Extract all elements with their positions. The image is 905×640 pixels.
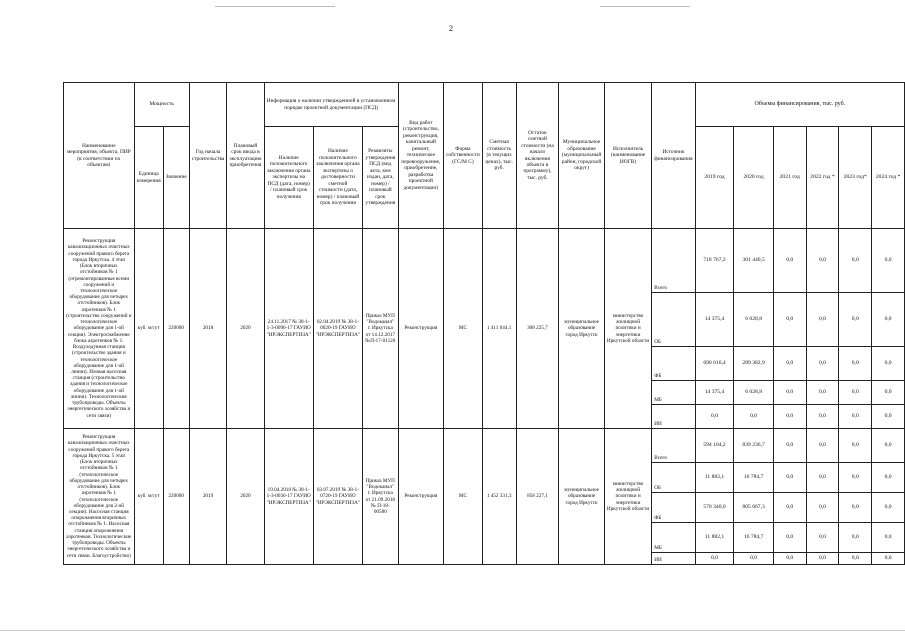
object-expertise: 24.11.2017 № 38-1-1-3-0096-17 ГАУИО "ИРЭКСПЕРТИЗА" bbox=[264, 229, 313, 429]
object-cost: 1 411 044,1 bbox=[482, 229, 516, 429]
object-value: 220000 bbox=[163, 429, 189, 565]
amount-cell: 0,0 bbox=[872, 229, 905, 293]
amount-cell: 0,0 bbox=[872, 523, 905, 553]
amount-cell: 0,0 bbox=[806, 293, 839, 347]
amount-cell: 0,0 bbox=[806, 553, 839, 565]
amount-cell: 690 016,4 bbox=[695, 347, 734, 381]
amount-cell: 0,0 bbox=[872, 381, 905, 405]
header-start-year: Год начала строительства bbox=[189, 83, 227, 229]
amount-cell: 594 104,2 bbox=[695, 429, 734, 463]
header-work-type: Вид работ (строительство, реконструкция, капитальный ремонт, техническое перевооружение, приобретение, разработка проектной документации) bbox=[398, 83, 443, 229]
amount-cell: 0,0 bbox=[839, 463, 872, 493]
source-label: Всего bbox=[652, 429, 695, 463]
amount-cell: 0,0 bbox=[806, 381, 839, 405]
object-cost: 1 452 331,3 bbox=[482, 429, 516, 565]
header-name: Наименование мероприятия, объекта, ПИР (в соответствии по объектам) bbox=[64, 83, 135, 229]
table-row bbox=[64, 229, 905, 293]
amount-cell: 0,0 bbox=[773, 381, 806, 405]
header-end-year: Плановый срок ввода в эксплуатацию приобретения bbox=[227, 83, 264, 229]
scan-artifact-line bbox=[215, 6, 335, 7]
amount-cell: 0,0 bbox=[839, 293, 872, 347]
amount-cell: 6 028,8 bbox=[734, 293, 773, 347]
object-unit: куб. м/сут bbox=[134, 429, 163, 565]
header-source: Источник финансирования bbox=[652, 83, 695, 229]
object-approve: Приказ МУП "Водоканал" г. Иркутска от 14.12.2017 №П-17-01120 bbox=[363, 229, 399, 429]
amount-cell: 0,0 bbox=[872, 553, 905, 565]
amount-cell: 0,0 bbox=[872, 429, 905, 463]
source-label: ИИ bbox=[652, 405, 695, 429]
amount-cell: 11 882,1 bbox=[695, 463, 734, 493]
amount-cell: 0,0 bbox=[872, 347, 905, 381]
object-ownership: МС bbox=[444, 429, 483, 565]
header-capacity: Мощность bbox=[134, 83, 189, 127]
amount-cell: 805 667,3 bbox=[734, 493, 773, 523]
object-executor: министерство жилищной политики и энергетики Иркутской области bbox=[604, 229, 651, 429]
amount-cell: 289 382,9 bbox=[734, 347, 773, 381]
object-start-year: 2019 bbox=[189, 429, 227, 565]
amount-cell: 0,0 bbox=[839, 523, 872, 553]
object-approve: Приказ МУП "Водоканал" г. Иркутска от 21.09.2018 № П-18-00580 bbox=[363, 429, 399, 565]
header-year: 2020 год bbox=[734, 127, 773, 229]
object-start-year: 2018 bbox=[189, 229, 227, 429]
scan-artifact-line bbox=[600, 6, 690, 7]
header-remaining: Остаток сметной стоимости (на начало включения объекта в программу), тыс. руб. bbox=[516, 83, 559, 229]
amount-cell: 0,0 bbox=[872, 463, 905, 493]
source-label: ИИ bbox=[652, 553, 695, 565]
source-label: МБ bbox=[652, 381, 695, 405]
object-ownership: МС bbox=[444, 229, 483, 429]
header-financing: Объемы финансирования, тыс. руб. bbox=[695, 83, 904, 127]
amount-cell: 0,0 bbox=[872, 405, 905, 429]
amount-cell: 0,0 bbox=[695, 553, 734, 565]
amount-cell: 0,0 bbox=[839, 229, 872, 293]
amount-cell: 0,0 bbox=[806, 405, 839, 429]
source-label: ОБ bbox=[652, 463, 695, 493]
object-work-type: Реконструкция bbox=[398, 429, 443, 565]
object-remaining: 308 225,7 bbox=[516, 229, 559, 429]
financing-table bbox=[63, 82, 905, 565]
object-value: 220000 bbox=[163, 229, 189, 429]
page-number: 2 bbox=[449, 24, 453, 33]
amount-cell: 0,0 bbox=[806, 429, 839, 463]
object-end-year: 2020 bbox=[227, 229, 264, 429]
amount-cell: 0,0 bbox=[734, 553, 773, 565]
amount-cell: 0,0 bbox=[806, 347, 839, 381]
amount-cell: 0,0 bbox=[806, 523, 839, 553]
amount-cell: 718 767,2 bbox=[695, 229, 734, 293]
amount-cell: 0,0 bbox=[773, 553, 806, 565]
scan-bottom-edge bbox=[0, 630, 905, 631]
header-year: 2022 год * bbox=[806, 127, 839, 229]
object-executor: министерство жилищной политики и энергетики Иркутской области bbox=[604, 429, 651, 565]
amount-cell: 0,0 bbox=[806, 229, 839, 293]
amount-cell: 14 375,4 bbox=[695, 293, 734, 347]
header-approve: Реквизиты утверждения ПСД (вид акта, кем издан, дата, номер) / плановый срок утверждения bbox=[363, 127, 399, 229]
amount-cell: 839 236,7 bbox=[734, 429, 773, 463]
amount-cell: 0,0 bbox=[773, 405, 806, 429]
amount-cell: 0,0 bbox=[839, 347, 872, 381]
header-estimate: Наличие положительного заключения органа экспертизы о достоверности сметной стоимости (дата, номер) / плановый срок получения bbox=[313, 127, 362, 229]
source-label: ФБ bbox=[652, 347, 695, 381]
object-unit: куб. м/сут bbox=[134, 229, 163, 429]
source-label: ОБ bbox=[652, 293, 695, 347]
header-municipality: Муниципальное образование (муниципальный район, городской округ) bbox=[559, 83, 604, 229]
amount-cell: 0,0 bbox=[773, 347, 806, 381]
header-value: Значение bbox=[163, 127, 189, 229]
object-work-type: Реконструкция bbox=[398, 229, 443, 429]
source-label: ФБ bbox=[652, 493, 695, 523]
amount-cell: 0,0 bbox=[872, 293, 905, 347]
amount-cell: 0,0 bbox=[839, 405, 872, 429]
amount-cell: 0,0 bbox=[872, 493, 905, 523]
object-municipality: муниципальное образование город Иркутск bbox=[559, 429, 604, 565]
amount-cell: 301 440,5 bbox=[734, 229, 773, 293]
amount-cell: 0,0 bbox=[695, 405, 734, 429]
amount-cell: 0,0 bbox=[839, 429, 872, 463]
header-year: 2024 год * bbox=[872, 127, 905, 229]
amount-cell: 0,0 bbox=[839, 381, 872, 405]
amount-cell: 0,0 bbox=[773, 293, 806, 347]
object-estimate: 02.04.2019 № 38-1-0020-19 ГАУИО "ИРЭКСПЕРТИЗА" bbox=[313, 229, 362, 429]
amount-cell: 0,0 bbox=[773, 429, 806, 463]
header-year: 2021 год bbox=[773, 127, 806, 229]
object-remaining: 858 227,1 bbox=[516, 429, 559, 565]
header-year: 2019 год bbox=[695, 127, 734, 229]
object-name: Реконструкция канализационных очистных сооружений правого берега города Иркутска. 4 этап (Блок вторичных отстойников № 1 (отремонтированные всеми сооружений и технологическое оборудование для четырех отстойников). Блок аэротенков № 1 (строительство сооружений и технологическое оборудование для 1-ой секции). Электроснабжение блока аэротенков № 1. Воздуходувная станция (строительство здания и технологическое оборудование для 1-ой линии). Иловая насосная станция (строительство здания и технологическое оборудование для 1-ой линии). Технологические трубопроводы. Объекты энергетического хозяйства и сети связи) bbox=[64, 229, 135, 429]
header-unit: Единица измерения bbox=[134, 127, 163, 229]
object-end-year: 2020 bbox=[227, 429, 264, 565]
object-estimate: 03.07.2019 № 38-1-0720-19 ГАУИО "ИРЭКСПЕРТИЗА" bbox=[313, 429, 362, 565]
amount-cell: 0,0 bbox=[773, 493, 806, 523]
amount-cell: 0,0 bbox=[773, 523, 806, 553]
amount-cell: 0,0 bbox=[773, 229, 806, 293]
amount-cell: 0,0 bbox=[839, 553, 872, 565]
amount-cell: 0,0 bbox=[773, 463, 806, 493]
amount-cell: 16 784,7 bbox=[734, 463, 773, 493]
amount-cell: 11 882,1 bbox=[695, 523, 734, 553]
object-municipality: муниципальное образование город Иркутск bbox=[559, 229, 604, 429]
amount-cell: 0,0 bbox=[806, 493, 839, 523]
header-cost: Сметная стоимость (в текущих ценах), тыс. руб. bbox=[482, 83, 516, 229]
source-label: МБ bbox=[652, 523, 695, 553]
header-ownership: Форма собственности (ГС/М С) bbox=[444, 83, 483, 229]
amount-cell: 570 340,0 bbox=[695, 493, 734, 523]
amount-cell: 6 028,8 bbox=[734, 381, 773, 405]
amount-cell: 0,0 bbox=[839, 493, 872, 523]
amount-cell: 14 375,4 bbox=[695, 381, 734, 405]
table-row bbox=[64, 429, 905, 463]
object-name: Реконструкция канализационных очистных сооружений правого берега города Иркутска. 5 этап (Блок вторичных отстойников № 1 (технологическое оборудование для четырех отстойников). Блок аэротенков № 1 (технологическое оборудование для 2-ой секции). Насосная станция опорожнения вторичных отстойников № 1. Насосная станция опорожнения аэротенков. Технологические трубопроводы. Объекты энергетического хозяйства и сети связи. Благоустройство) bbox=[64, 429, 135, 565]
amount-cell: 0,0 bbox=[806, 463, 839, 493]
amount-cell: 16 784,7 bbox=[734, 523, 773, 553]
header-expertise: Наличие положительного заключения органа экспертизы на ПСД (дата, номер) / плановый срок получения bbox=[264, 127, 313, 229]
amount-cell: 0,0 bbox=[734, 405, 773, 429]
header-executor: Исполнитель (наименование ИОГВ) bbox=[604, 83, 651, 229]
source-label: Всего bbox=[652, 229, 695, 293]
object-expertise: 19.04.2018 № 38-1-1-3-0036-17 ГАУИО "ИРЭКСПЕРТИЗА" bbox=[264, 429, 313, 565]
header-psd-info: Информация о наличии утвержденной в установленном порядке проектной документации (ПСД) bbox=[264, 83, 398, 127]
header-year: 2023 год* bbox=[839, 127, 872, 229]
